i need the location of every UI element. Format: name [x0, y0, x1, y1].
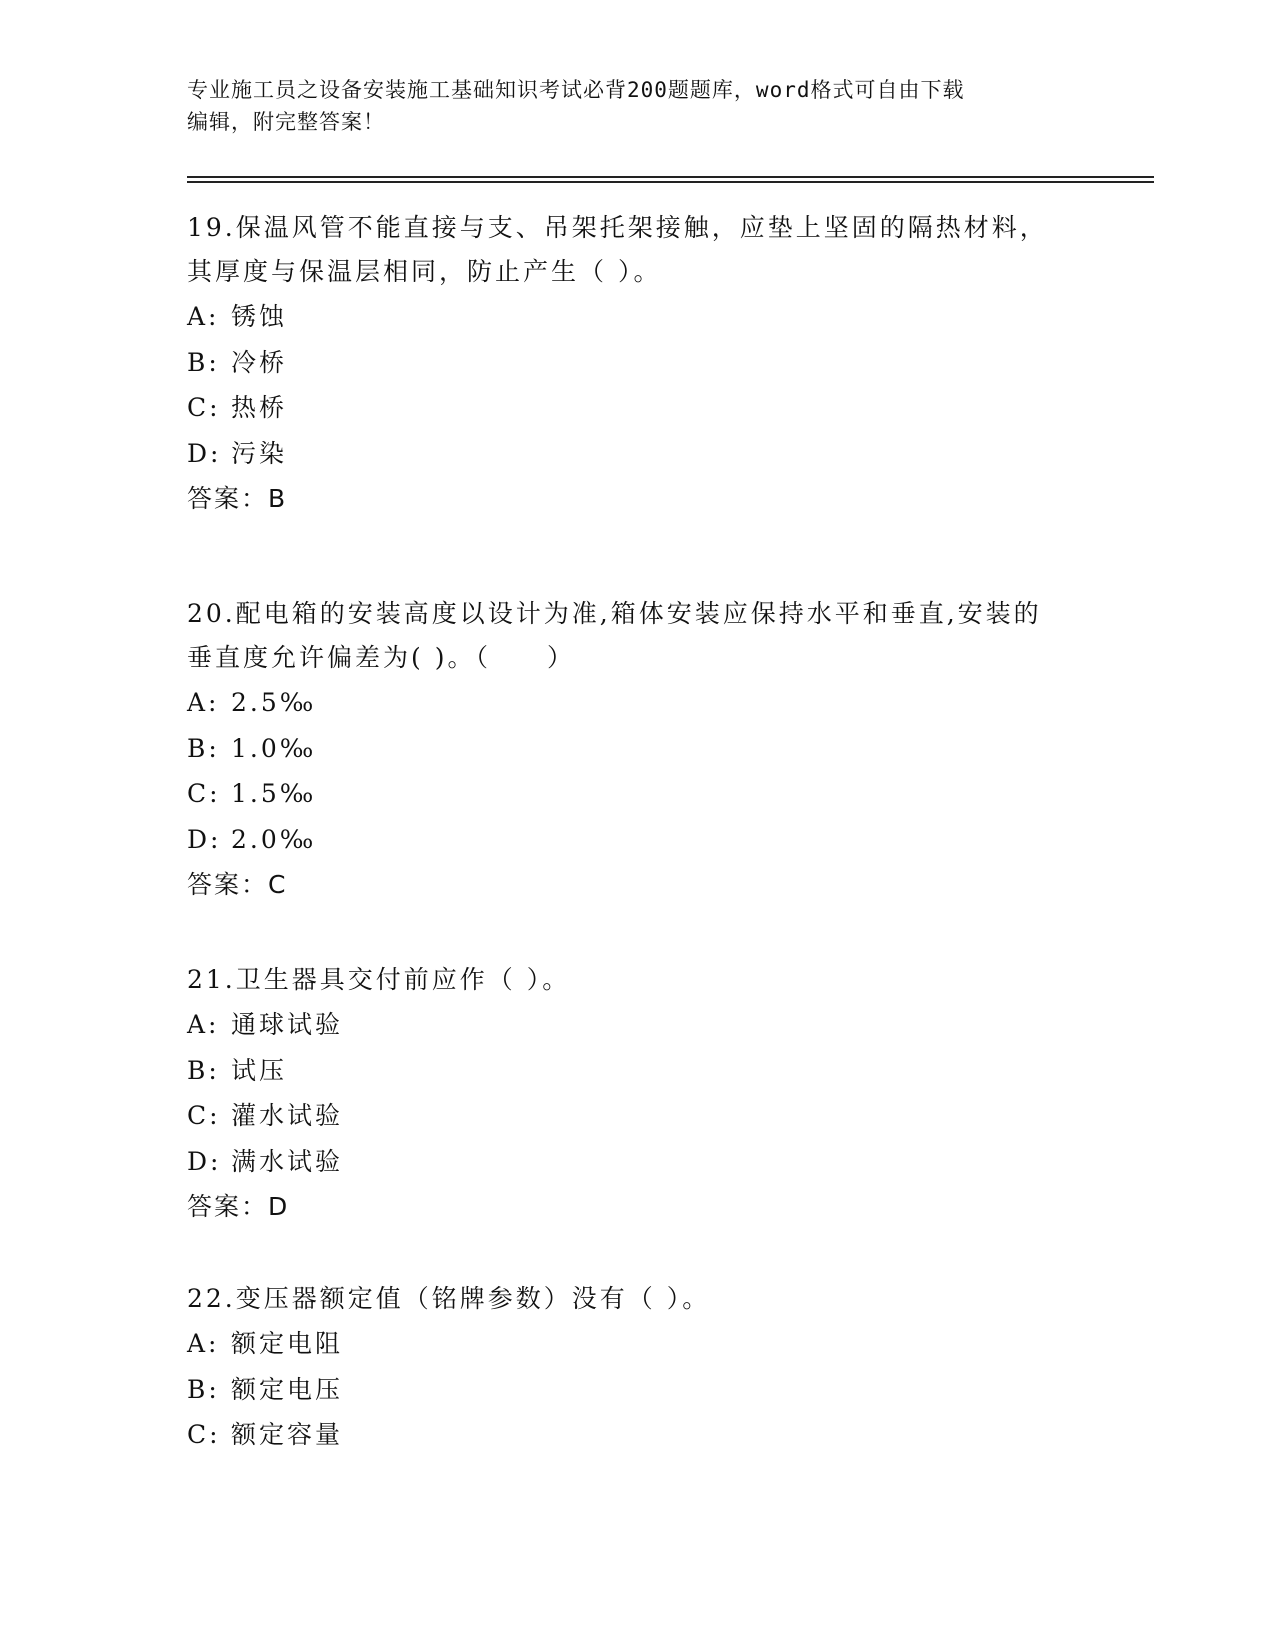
answer-line: 答案：C: [187, 870, 288, 899]
option-text: 2.5‰: [231, 688, 317, 717]
option-b: [187, 1367, 1087, 1413]
question-21: [187, 958, 1087, 1230]
answer-line: 答案：B: [187, 484, 288, 513]
option-a: [187, 1321, 1087, 1367]
option-text: 灌水试验: [231, 1101, 344, 1130]
option-text: 试压: [231, 1055, 288, 1085]
option-letter: A:: [187, 688, 220, 717]
option-text: 锈蚀: [231, 302, 288, 331]
question-stem-line-1: 22.变压器额定值（铭牌参数）没有（ ）。: [187, 1284, 711, 1313]
option-c: [187, 385, 1087, 431]
header-line-1: 专业施工员之设备安装施工基础知识考试必背200题题库，word格式可自由下载: [187, 78, 965, 102]
option-text: 1.0‰: [231, 733, 317, 763]
option-letter: B:: [187, 733, 220, 763]
option-a: [187, 294, 1087, 340]
option-letter: C:: [187, 1420, 221, 1449]
option-letter: D:: [187, 1146, 222, 1176]
option-letter: A:: [187, 302, 220, 331]
option-text: 2.0‰: [231, 824, 317, 854]
option-letter: A:: [187, 1329, 220, 1358]
option-c: [187, 771, 1087, 817]
header-line-2: 编辑，附完整答案！: [187, 110, 385, 134]
option-letter: C:: [187, 1101, 221, 1130]
question-stem-line-2: 其厚度与保温层相同，防止产生（ ）。: [187, 257, 662, 286]
option-a: [187, 1002, 1087, 1048]
option-b: [187, 1048, 1087, 1094]
option-d: [187, 817, 1087, 863]
option-text: 热桥: [231, 393, 288, 422]
option-a: [187, 680, 1087, 726]
option-d: [187, 1139, 1087, 1185]
question-20: [187, 592, 1087, 908]
option-letter: B:: [187, 347, 220, 377]
option-letter: D:: [187, 438, 222, 468]
option-letter: C:: [187, 393, 221, 422]
option-letter: A:: [187, 1010, 220, 1039]
question-stem-line-2: 垂直度允许偏差为( )。（ ）: [187, 643, 575, 672]
option-c: [187, 1093, 1087, 1139]
option-text: 额定电压: [231, 1374, 344, 1404]
option-text: 满水试验: [231, 1146, 344, 1176]
option-text: 污染: [231, 438, 288, 468]
option-letter: B:: [187, 1055, 220, 1085]
option-b: [187, 340, 1087, 386]
option-text: 额定容量: [231, 1420, 344, 1449]
option-d: [187, 431, 1087, 477]
answer-line: 答案：D: [187, 1192, 290, 1221]
option-text: 冷桥: [231, 347, 288, 377]
option-text: 1.5‰: [231, 779, 317, 808]
header-divider-bottom: [187, 181, 1154, 183]
question-stem-line-1: 20.配电箱的安装高度以设计为准,箱体安装应保持水平和垂直,安装的: [187, 599, 1042, 628]
option-letter: D:: [187, 824, 222, 854]
header-divider-top: [187, 176, 1154, 178]
document-header: [187, 74, 1077, 138]
option-letter: C:: [187, 779, 221, 808]
question-stem-line-1: 19.保温风管不能直接与支、吊架托架接触，应垫上坚固的隔热材料，: [187, 213, 1048, 242]
option-c: [187, 1412, 1087, 1458]
question-22: [187, 1277, 1087, 1458]
question-19: [187, 206, 1087, 522]
option-letter: B:: [187, 1374, 220, 1404]
option-b: [187, 726, 1087, 772]
option-text: 通球试验: [231, 1010, 344, 1039]
option-text: 额定电阻: [231, 1329, 344, 1358]
question-stem-line-1: 21.卫生器具交付前应作（ ）。: [187, 965, 571, 994]
